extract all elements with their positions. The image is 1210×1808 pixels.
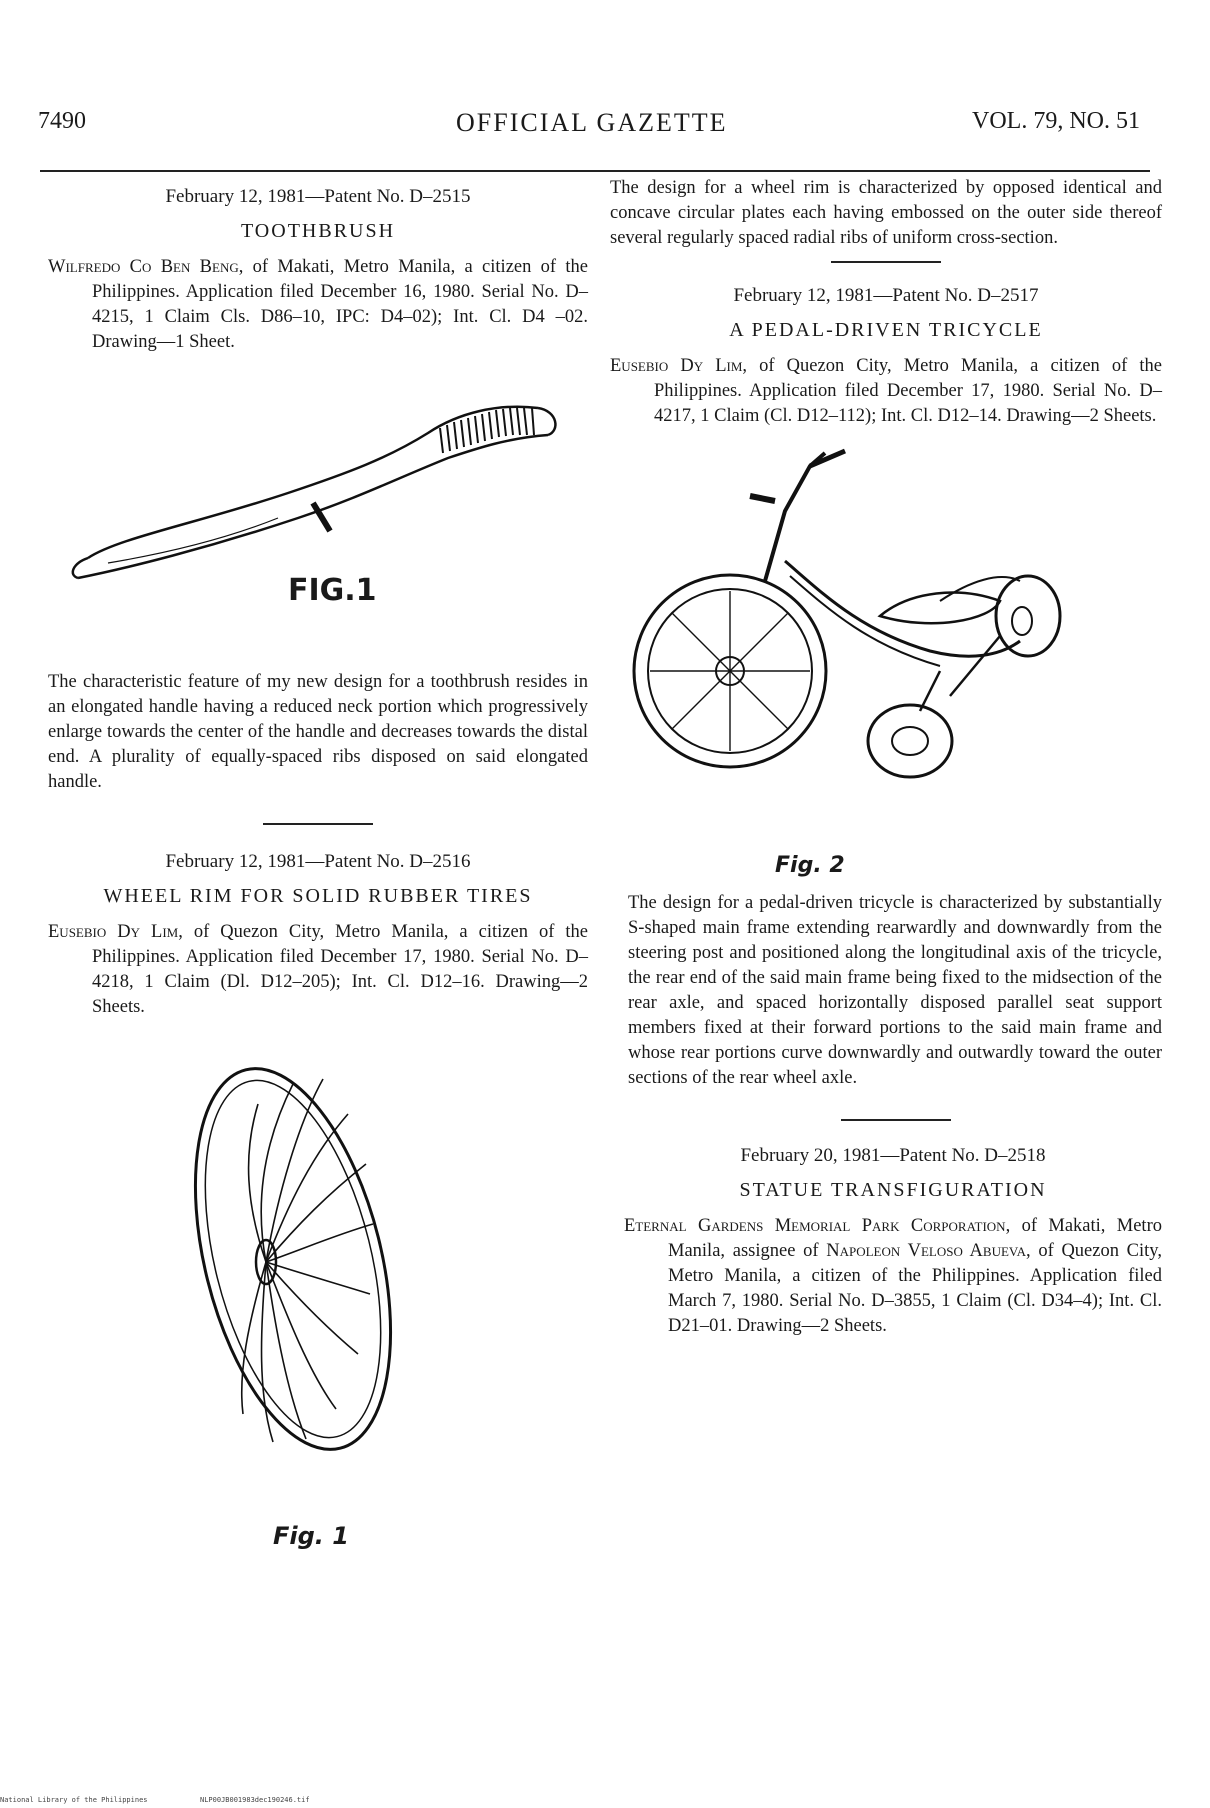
assignee-name: Napoleon Veloso Abueva	[826, 1241, 1026, 1261]
entry-date-line: February 12, 1981—Patent No. D–2517	[733, 285, 1039, 306]
applicant-paragraph	[624, 1214, 1162, 1339]
patent-entry-d2517	[610, 285, 1162, 1091]
applicant-details: , of Quezon City, Metro Manila, a citizen of the Philippines. Application filed December 17, 1980. Serial No. D–4218, 1 Claim (Dl. D12–205); Int. Cl. D12–16. Drawing—2 Sheets.	[92, 922, 589, 1017]
applicant-paragraph	[48, 920, 588, 1020]
tricycle-drawing	[610, 441, 1162, 841]
page-header	[38, 108, 1138, 142]
wheel-rim-drawing	[48, 1044, 588, 1514]
entry-title: A PEDAL-DRIVEN TRICYCLE	[729, 319, 1043, 341]
entry-divider	[831, 261, 941, 263]
entry-divider	[263, 823, 373, 825]
applicant-name: Eusebio Dy Lim	[610, 356, 743, 376]
entry-date-line: February 12, 1981—Patent No. D–2515	[165, 186, 471, 207]
applicant-name: Eternal Gardens Memorial Park Corporation	[624, 1216, 1006, 1236]
toothbrush-figure	[48, 363, 588, 628]
patent-entry-d2515	[48, 186, 588, 795]
applicant-name: Wilfredo Co Ben Beng	[48, 257, 239, 277]
entry-title: TOOTHBRUSH	[240, 220, 396, 242]
figure-label: Fig. 2	[775, 853, 845, 878]
library-stamp: National Library of the Philippines	[0, 1796, 148, 1804]
figure-label: FIG.1	[288, 573, 377, 608]
applicant-paragraph	[48, 255, 588, 355]
design-description: The characteristic feature of my new design for a toothbrush resides in an elongated handle having a reduced neck portion which progressively enlarge towards the center of the handle and decreases towards the distal end. A plurality of equally-spaced ribs disposed on said elongated handle.	[48, 672, 588, 792]
header-rule	[40, 170, 1150, 172]
gazette-title: OFFICIAL GAZETTE	[456, 108, 728, 137]
applicant-details: , of Quezon City, Metro Manila, a citizen of the Philippines. Application filed December 17, 1980. Serial No. D–4217, 1 Claim (Cl. D12–112); Int. Cl. D12–14. Drawing—2 Sheets.	[654, 356, 1163, 426]
applicant-details: , of Quezon City, Metro Manila, a citizen of the Philippines. Application filed March 7, 1980. Serial No. D–3855, 1 Claim (Cl. D34–4); Int. Cl. D21–01. Drawing—2 Sheets.	[668, 1241, 1162, 1336]
applicant-paragraph	[610, 354, 1162, 429]
patent-entry-d2516	[48, 851, 588, 1554]
entry-date-line: February 20, 1981—Patent No. D–2518	[740, 1145, 1046, 1166]
design-description: The design for a pedal-driven tricycle is characterized by substantially S-shaped main frame extending rearwardly and downwardly from the steering post and positioned along the longitudinal axis of the tricycle, the rear end of the said main frame being fixed to the midsection of the rear axle, and spaced horizontally disposed parallel seat support members fixed at their forward portions to the said main frame and whose rear portions curve downwardly and outwardly toward the outer sections of the rear wheel axle.	[628, 893, 1162, 1088]
left-column	[48, 186, 588, 1554]
patent-entry-d2518	[610, 1145, 1162, 1339]
applicant-name: Eusebio Dy Lim	[48, 922, 179, 942]
scan-filename: NLP00JB001983dec190246.tif	[200, 1796, 310, 1804]
page-number: 7490	[38, 108, 86, 134]
entry-title: WHEEL RIM FOR SOLID RUBBER TIRES	[103, 885, 533, 907]
applicant-details: , of Makati, Metro Manila, a citizen of the Philippines. Application filed December 16, 1980. Serial No. D–4215, 1 Claim Cls. D86–10, IPC: D4–02); Int. Cl. D4 –02. Drawing—1 Sheet.	[92, 257, 588, 352]
wheel-rim-figure	[48, 1044, 588, 1554]
volume-label: VOL. 79, NO. 51	[972, 108, 1140, 134]
entry-divider	[841, 1119, 951, 1121]
entry-date-line: February 12, 1981—Patent No. D–2516	[165, 851, 471, 872]
right-column	[610, 176, 1162, 1339]
figure-label: Fig. 1	[273, 1522, 349, 1550]
entry-title: STATUE TRANSFIGURATION	[739, 1179, 1047, 1201]
tricycle-figure	[610, 441, 1162, 891]
design-description: The design for a wheel rim is characterized by opposed identical and concave circular plates each having embossed on the outer side thereof several regularly spaced radial ribs of uniform cross-section.	[610, 178, 1162, 248]
applicant-details: , of Makati, Metro Manila, assignee of	[668, 1216, 1162, 1261]
